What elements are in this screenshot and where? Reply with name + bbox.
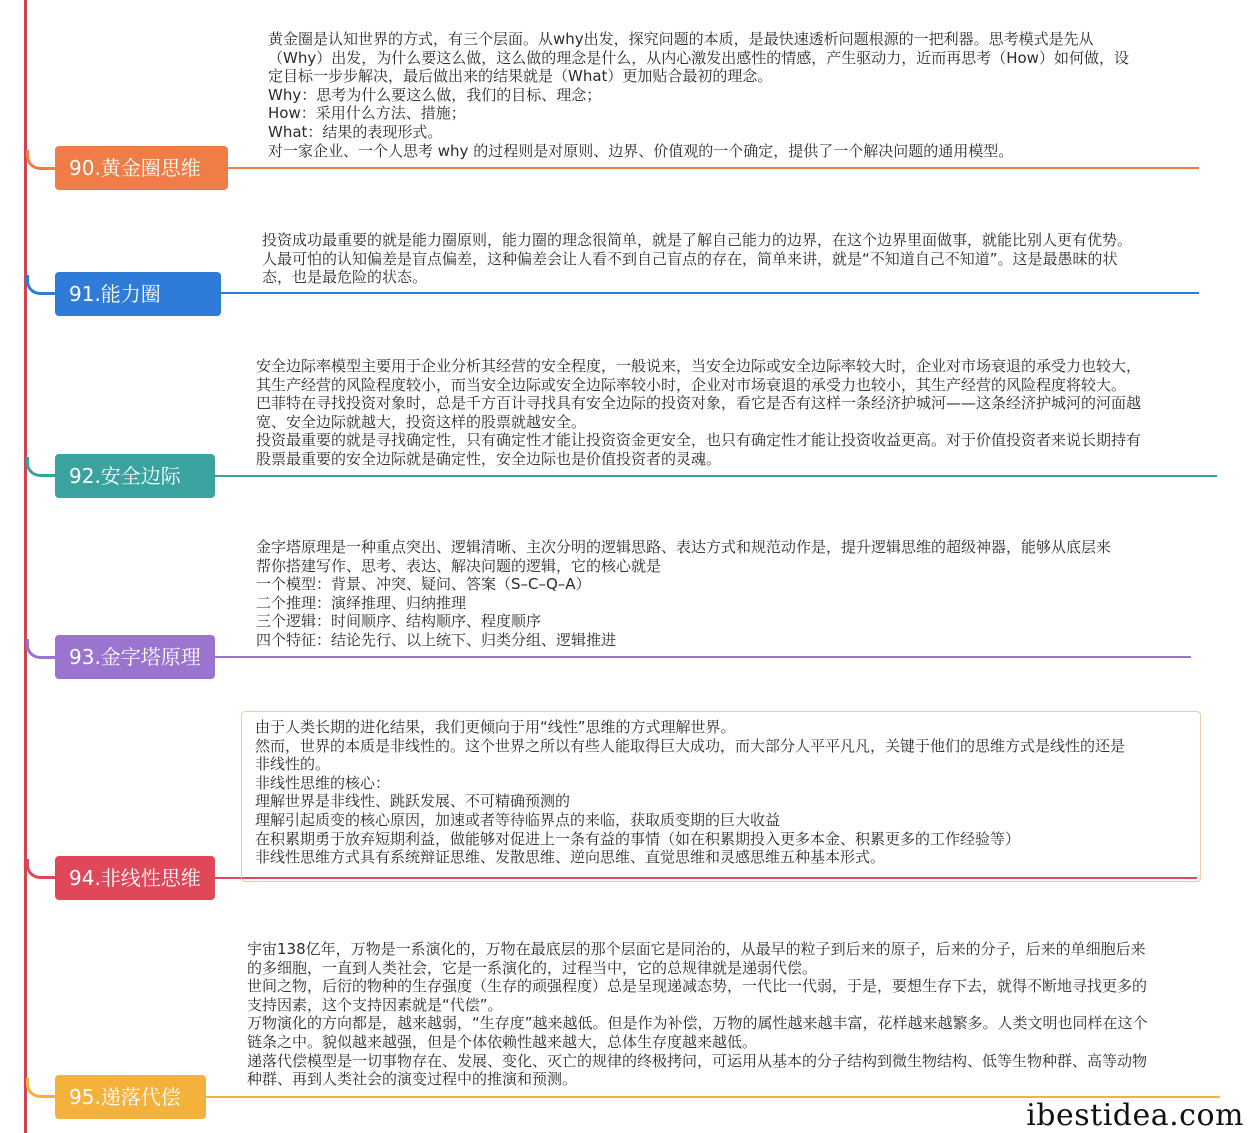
topic-94-node[interactable]: 94.非线性思维 — [55, 856, 215, 900]
topic-90-node[interactable]: 90.黄金圈思维 — [55, 146, 228, 190]
site-watermark: ibestidea.com — [1026, 1098, 1244, 1133]
topic-93-note: 金字塔原理是一种重点突出、逻辑清晰、主次分明的逻辑思路、表达方式和规范动作是，提升逻辑思维的超级神器，能够从底层来 帮你搭建写作、思考、表达、解决问题的逻辑，它的核心就是 一个模型：背景、冲突、疑问、答案（S–C–Q–A） 二个推理：演绎推理、归纳推理 三个逻辑：时间顺序、结构顺序、程度顺序 四个特征：结论先行、以上统下、归类分组、逻辑推进 — [256, 538, 1112, 649]
topic-91-node[interactable]: 91.能力圈 — [55, 272, 221, 316]
topic-95-node[interactable]: 95.递落代偿 — [55, 1075, 206, 1119]
topic-92-note: 安全边际率模型主要用于企业分析其经营的安全程度，一般说来，当安全边际或安全边际率较大时，企业对市场衰退的承受力也较大， 其生产经营的风险程度较小，而当安全边际或安全边际率较小时，企业对市场衰退的承受力也较小，其生产经营的风险程度将较大。 巴菲特在寻找投资对象时，总是千方百计寻找具有安全边际的投资对象，看它是否有这样一条经济护城河——这条经济护城河的河面越 宽、安全边际就越大，投资这样的股票就越安全。 投资最重要的就是寻找确定性，只有确定性才能让投资资金更安全，也只有确定性才能让投资收益更高。对于价值投资者来说长期持有 股票最重要的安全边际就是确定性，安全边际也是价值投资者的灵魂。 — [256, 357, 1142, 468]
topic-93-node[interactable]: 93.金字塔原理 — [55, 635, 215, 679]
topic-94-note: 由于人类长期的进化结果，我们更倾向于用“线性”思维的方式理解世界。 然而，世界的本质是非线性的。这个世界之所以有些人能取得巨大成功，而大部分人平平凡凡，关键于他们的思维方式是线性的还是 非线性的。 非线性思维的核心： 理解世界是非线性、跳跃发展、不可精确预测的 理解引起质变的核心原因，加速或者等待临界点的来临，获取质变期的巨大收益 在积累期勇于放弃短期利益，做能够对促进上一条有益的事情（如在积累期投入更多本金、积累更多的工作经验等） 非线性思维方式具有系统辩证思维、发散思维、逆向思维、直觉思维和灵感思维五种基本形式。 — [241, 711, 1201, 882]
topic-95-note: 宇宙138亿年，万物是一系演化的，万物在最底层的那个层面它是同治的，从最早的粒子到后来的原子，后来的分子，后来的单细胞后来 的多细胞，一直到人类社会，它是一系演化的，过程当中，它的总规律就是递弱代偿。 世间之物，后衍的物种的生存强度（生存的顽强程度）总是呈现递减态势，一代比一代弱，于是，要想生存下去，就得不断地寻找更多的 支持因素，这个支持因素就是“代偿”。 万物演化的方向都是，越来越弱，“生存度”越来越低。但是作为补偿，万物的属性越来越丰富，花样越来越繁多。人类文明也同样在这个 链条之中。貌似越来越强，但是个体依赖性越来越大，总体生存度越来越低。 递落代偿模型是一切事物存在、发展、变化、灭亡的规律的终极拷问，可运用从基本的分子结构到微生物结构、低等生物种群、高等动物 种群、再到人类社会的演变过程中的推演和预测。 — [247, 940, 1148, 1089]
topic-90-note: 黄金圈是认知世界的方式，有三个层面。从why出发，探究问题的本质，是最快速透析问题根源的一把利器。思考模式是先从 （Why）出发，为什么要这么做，这么做的理念是什么，从内心激发出感性的情感，产生驱动力，近而再思考（How）如何做，设 定目标一步步解决，最后做出来的结果就是（What）更加贴合最初的理念。 Why：思考为什么要这么做，我们的目标、理念； How：采用什么方法、措施； What：结果的表现形式。 对一家企业、一个人思考 why 的过程则是对原则、边界、价值观的一个确定，提供了一个解决问题的通用模型。 — [268, 30, 1129, 160]
topic-92-node[interactable]: 92.安全边际 — [55, 454, 215, 498]
topic-91-note: 投资成功最重要的就是能力圈原则，能力圈的理念很简单，就是了解自己能力的边界，在这个边界里面做事，就能比别人更有优势。 人最可怕的认知偏差是盲点偏差，这种偏差会让人看不到自己盲点的存在，简单来讲，就是“不知道自己不知道”。这是最愚昧的状 态，也是最危险的状态。 — [262, 231, 1133, 287]
